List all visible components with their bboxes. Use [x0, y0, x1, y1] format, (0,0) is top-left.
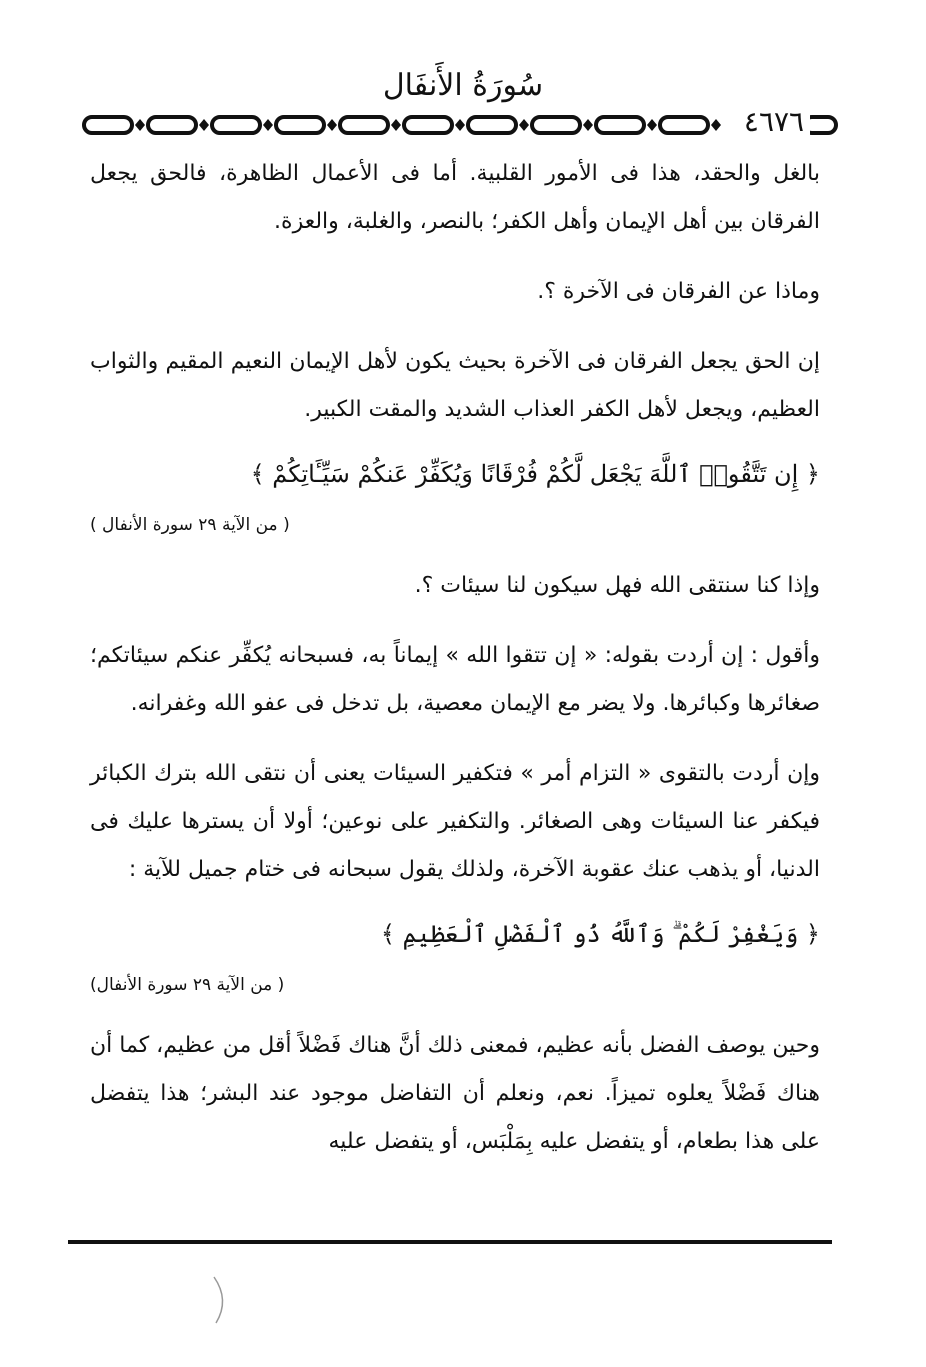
paragraph-7: وحين يوصف الفضل بأنه عظيم، فمعنى ذلك أنَّ هناك فَضْلاً أقل من عظيم، كما أن هناك فَضْلاً يعلوه تميزاً. نعم، ونعلم أن التفاضل موجود عند البشر؛ هذا يتفضل على هذا بطعام، أو يتفضل عليه بِمَلْبَس، أو يتفضل عليه	[90, 1033, 820, 1154]
page-number: ٤٦٧٦	[738, 104, 810, 140]
verse-citation-2: ( من الآية ٢٩ سورة الأنفال)	[90, 975, 285, 995]
surah-title: سُورَةُ الأَنفَال	[382, 68, 544, 103]
page-body	[90, 150, 820, 1166]
quran-verse-1: ﴿ إِن تَتَّقُوا۟ ٱللَّهَ يَجْعَل لَّكُمْ فُرْقَانًا وَيُكَفِّرْ عَنكُمْ سَيِّـَٔاتِكُمْ ﴾	[250, 460, 820, 488]
header-ornament-border	[80, 112, 840, 138]
paragraph-1: بالغل والحقد، هذا فى الأمور القلبية. أما فى الأعمال الظاهرة، فالحق يجعل الفرقان بين أهل الإيمان وأهل الكفر؛ بالنصر، والغلبة، والعزة.	[90, 161, 820, 234]
footer-rule	[68, 1240, 832, 1244]
scan-mark	[208, 1275, 232, 1325]
quran-verse-2: ﴿ وَيَغْفِرْ لَكُمْ ۗ وَٱللَّهُ ذُو ٱلْفَضْلِ ٱلْعَظِيمِ ﴾	[380, 920, 820, 948]
paragraph-6: وإن أردت بالتقوى « التزام أمر » فتكفير السيئات يعنى أن نتقى الله بترك الكبائر فيكفر عنا السيئات وهى الصغائر. والتكفير على نوعين؛ أولا أن يسترها عليك فى الدنيا، أو يذهب عنك عقوبة الآخرة، ولذلك يقول سبحانه فى ختام جميل للآية :	[90, 761, 820, 882]
paragraph-2: وماذا عن الفرقان فى الآخرة ؟.	[537, 279, 820, 304]
paragraph-4: وإذا كنا سنتقى الله فهل سيكون لنا سيئات ؟.	[414, 573, 820, 598]
paragraph-3: إن الحق يجعل الفرقان فى الآخرة بحيث يكون لأهل الإيمان النعيم المقيم والثواب العظيم، ويجعل لأهل الكفر العذاب الشديد والمقت الكبير.	[90, 349, 820, 422]
paragraph-5: وأقول : إن أردت بقوله: « إن تتقوا الله » إيماناً به، فسبحانه يُكفِّر عنكم سيئاتكم؛ صغائرها وكبائرها. ولا يضر مع الإيمان معصية، بل تدخل فى عفو الله وغفرانه.	[90, 643, 820, 716]
verse-citation-1: ( من الآية ٢٩ سورة الأنفال )	[90, 515, 290, 535]
